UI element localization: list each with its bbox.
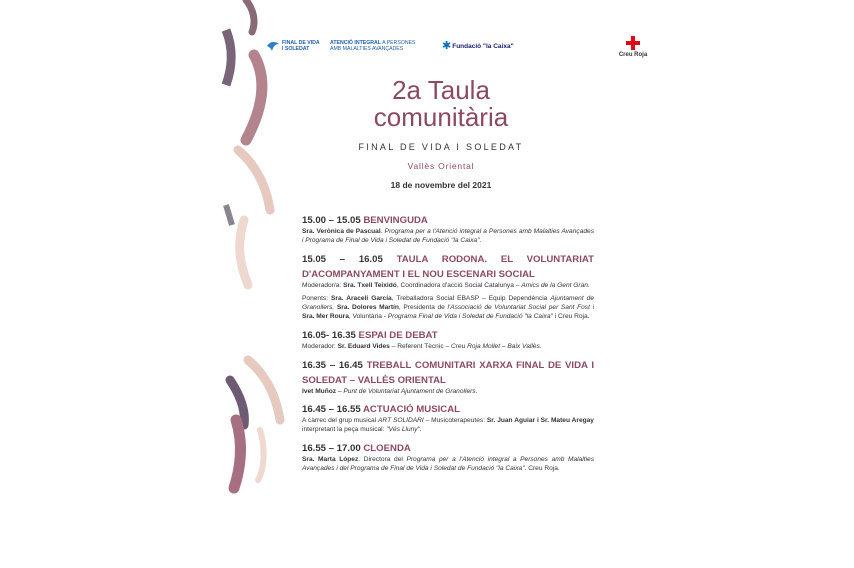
caixa-star-icon: ✱ [442,40,452,52]
logo-aia-line2: AMB MALALTIES AVANÇADES [330,46,404,52]
speakers-label: Ponents: [302,295,332,303]
moderator-name: Sr. Eduard Vides [337,342,390,350]
desc-text: A càrrec del grup musical [302,417,379,425]
song-title: "Vés Lluny". [386,426,422,434]
speaker-org: Ajuntament de Granollers. [302,295,595,312]
item-time: 16.05- 16.35 [302,329,359,341]
program-item-actuacio-musical [302,402,594,435]
moderator-role: , Coordinadora d'acció Social Catalunya – [396,281,522,289]
poster [226,0,648,568]
logo-caixa-label: Fundació "la Caixa" [452,42,514,50]
program-item-heading [302,402,594,417]
item-moderator [302,282,594,291]
speaker-end: . Creu Roja. [524,464,560,472]
moderator-label: Moderador/a: [302,281,344,289]
speaker-org: Programa Final de Vida i Soledat de Fundació "la Caixa" [387,312,553,320]
logo-aia-bold: ATENCIÓ INTEGRAL [330,40,381,46]
title-line1: 2a Taula [392,75,490,105]
desc-text: – Musicoterapeutes: [423,417,487,425]
speaker-org: l'Associació de Voluntariat Social per Sant Fost [447,304,590,312]
moderator-org: Creu Roja Mollet – Baix Vallès. [450,342,542,350]
item-description [302,417,594,435]
item-description [302,388,594,397]
speaker-name: Sra. Mer Roura [302,312,349,320]
speaker-end: i Creu Roja. [552,312,590,320]
event-date: 18 de novembre del 2021 [390,180,492,190]
logo-fvs-line1: FINAL DE VIDA [282,40,320,46]
speaker-name: Sra. Verònica de Pascual [302,228,381,235]
logo-fvs-text [282,40,320,52]
moderator-name: Sra. Txell Teixidó [343,281,397,289]
item-title: TAULA RODONA. EL VOLUNTARIAT D'ACOMPANYAMENT I EL NOU ESCENARI SOCIAL [302,253,594,280]
item-speakers [302,295,594,321]
speaker-role: , Voluntària - [348,312,388,320]
logo-creu-roja [616,36,650,58]
logo-atencio-integral [330,40,416,52]
program-item-heading [302,252,594,282]
item-moderator [302,343,594,352]
logo-fundacio-la-caixa [442,41,514,51]
program-item-espai-de-debat [302,328,594,352]
program-item-benvinguda [302,213,594,246]
item-title: ACTUACIÓ MUSICAL [363,404,460,416]
item-title: BENVINGUDA [363,215,428,226]
program-item-cloenda [302,441,594,474]
logo-aia-rest: A PERSONES [380,40,416,46]
program [302,213,594,480]
program-item-heading [302,441,594,456]
moderator-org: Amics de la Gent Gran. [521,281,590,289]
item-description [302,456,594,474]
speaker-name: Sra. Dolores Martín [334,304,399,312]
region: Vallès Oriental [407,161,475,171]
logo-fvs-line2: I SOLEDAT [282,46,310,52]
speaker-join: i [589,304,595,312]
item-description [302,228,594,246]
red-cross-icon [626,36,640,50]
speaker-role: . Programa per a l'Atenció integral a Persones amb Malalties Avançades i Programa de Final de Vida i Soledat de Fundació "la Caixa". [302,228,594,244]
subtitle: FINAL DE VIDA I SOLEDAT [358,142,524,152]
item-title: CLOENDA [363,442,411,454]
item-time: 16.45 – 16.55 [302,404,363,416]
item-time: 15.00 – 15.05 [302,215,364,226]
program-item-heading [302,328,594,343]
item-time: 15.05 – 16.05 [302,253,397,265]
music-group: ART SOLIDARI [378,417,424,425]
dove-icon [266,40,280,52]
item-title: ESPAI DE DEBAT [358,329,438,341]
title-line2: comunitària [373,102,509,132]
logo-final-de-vida [266,40,320,52]
desc-text: interpretant la peça musical: [302,426,387,434]
speaker-name: Ivet Muñoz [302,387,337,395]
speaker-name: Sra. Araceli García [331,295,392,303]
decorative-brush-strokes [226,0,286,568]
program-item-heading [302,213,594,228]
speaker-org: – Punt de Voluntariat Ajuntament de Granollers. [336,387,478,395]
program-item-heading [302,358,594,388]
item-title: TREBALL COMUNITARI XARXA FINAL DE VIDA I SOLEDAT – VALLÈS ORIENTAL [302,359,594,386]
moderator-role: – Referent Tècnic – [389,342,451,350]
speaker-role: , Presidenta de [398,304,448,312]
item-time: 16.35 – 16.45 [302,359,367,371]
speaker-program: Programa per a l'Atenció integral a Persones amb Malalties Avançades i del Programa de Final de Vida i Soledat de Fundació "la Caixa" [302,455,594,472]
speaker-role: , Treballadora Social EBASP – Equip Dependència [391,295,551,303]
logos-header [266,36,648,66]
speaker-role: . Directora del [358,455,407,463]
item-time: 16.55 – 17.00 [302,442,364,454]
program-item-treball-comunitari [302,358,594,397]
program-item-taula-rodona [302,252,594,322]
moderator-label: Moderador: [302,342,338,350]
musician-names: Sr. Juan Aguiar i Sr. Mateu Aregay [486,417,594,425]
logo-creu-roja-label: Creu Roja [618,52,648,58]
speaker-name: Sra. Marta López [302,455,359,463]
